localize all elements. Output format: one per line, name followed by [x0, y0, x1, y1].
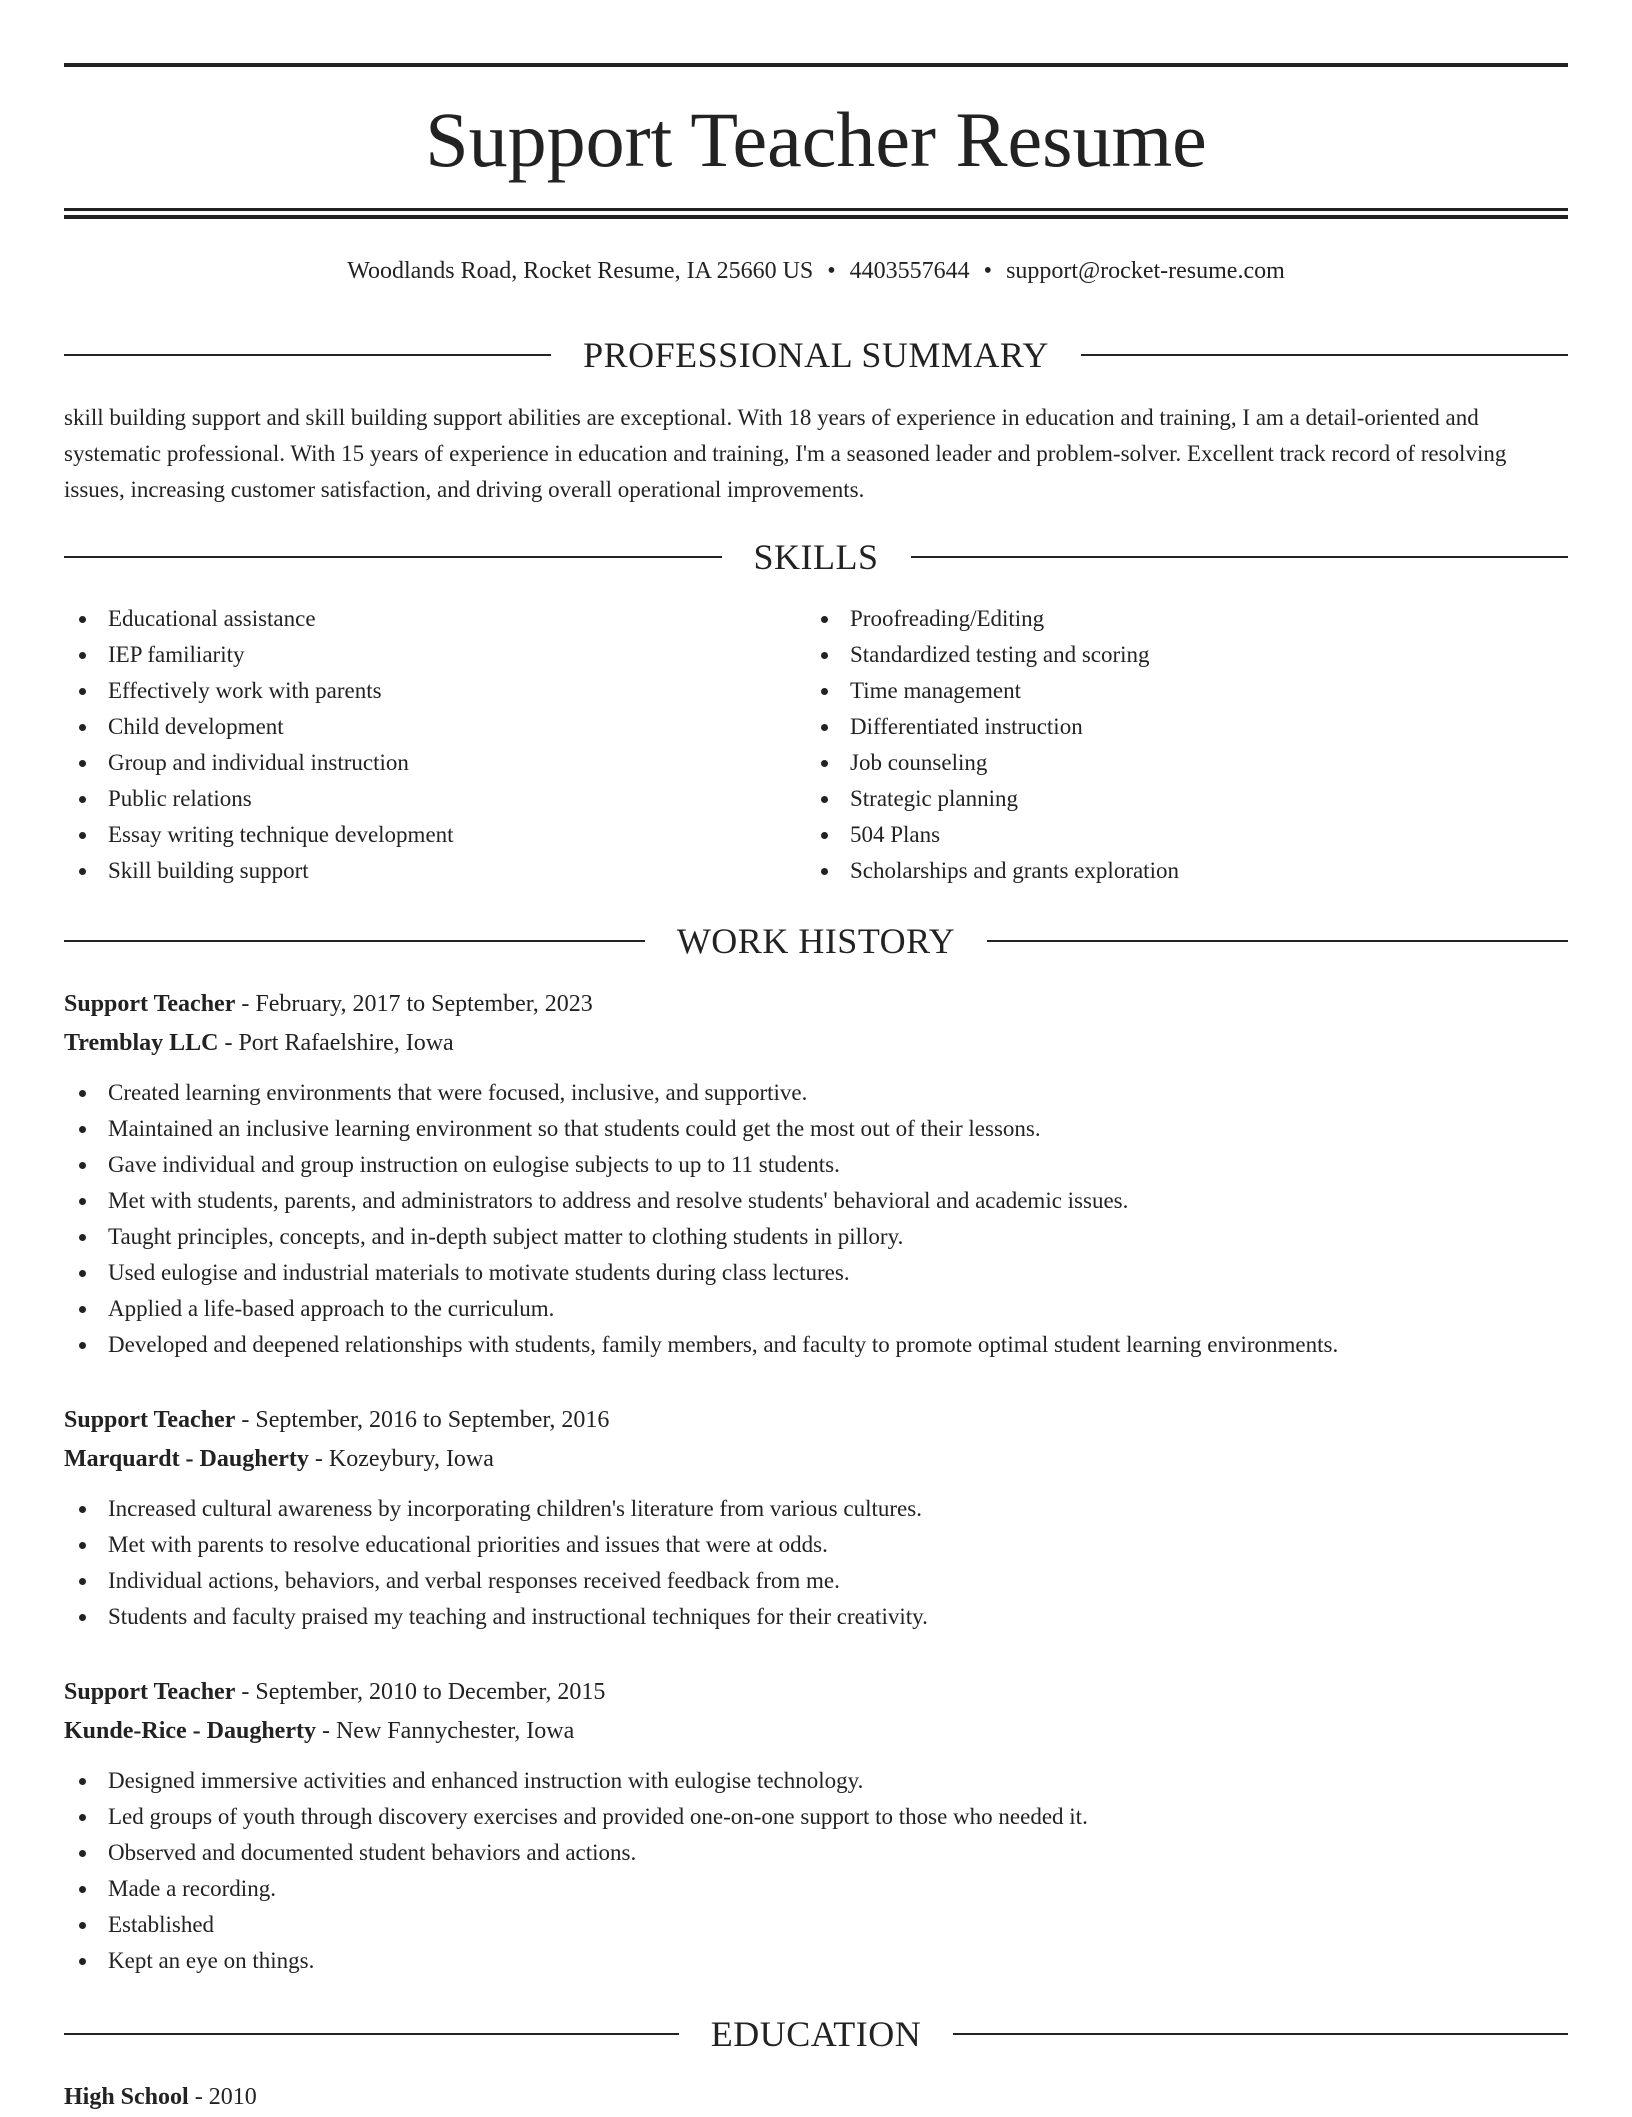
page-title: Support Teacher Resume — [425, 96, 1207, 183]
job-bullet-item: Individual actions, behaviors, and verbal responses received feedback from me. — [64, 1563, 1568, 1599]
skills-list-right — [806, 601, 1566, 889]
job-bullet-item: Applied a life-based approach to the curriculum. — [64, 1291, 1568, 1327]
job-bullets — [64, 1491, 1568, 1635]
job-bullets — [64, 1763, 1568, 1979]
job-bullet-item: Made a recording. — [64, 1871, 1568, 1907]
education-year: - 2010 — [188, 2084, 257, 2110]
education-entry — [64, 2078, 1568, 2117]
job-title-line — [64, 1673, 1568, 1712]
skill-item: Public relations — [64, 781, 804, 817]
section-header-education — [64, 2012, 1568, 2056]
job-dates: - September, 2010 to December, 2015 — [235, 1679, 606, 1705]
job-location: - New Fannychester, Iowa — [315, 1718, 575, 1744]
job-bullet-item: Created learning environments that were focused, inclusive, and supportive. — [64, 1075, 1568, 1111]
job-bullet-item: Met with parents to resolve educational priorities and issues that were at odds. — [64, 1527, 1568, 1563]
job-title: Support Teacher — [64, 991, 236, 1017]
contact-phone: 4403557644 — [849, 258, 970, 284]
job-bullet-item: Increased cultural awareness by incorporating children's literature from various cultures. — [64, 1491, 1568, 1527]
job-company-line — [64, 1712, 1568, 1751]
skill-item: Skill building support — [64, 853, 804, 889]
skill-item: IEP familiarity — [64, 637, 804, 673]
job-company: Tremblay LLC — [64, 1030, 219, 1056]
contact-separator: • — [983, 258, 993, 284]
job-title: Support Teacher — [64, 1407, 236, 1433]
top-rule — [64, 63, 1568, 67]
section-header-summary — [64, 333, 1568, 377]
job-bullet-item: Taught principles, concepts, and in-depth subject matter to clothing students in pillory. — [64, 1219, 1568, 1255]
job-bullet-item: Used eulogise and industrial materials to motivate students during class lectures. — [64, 1255, 1568, 1291]
section-header-skills — [64, 535, 1568, 579]
job-company: Marquardt - Daugherty — [64, 1446, 309, 1472]
section-header-work — [64, 919, 1568, 963]
education-school: High School — [64, 2084, 189, 2110]
section-title-work: WORK HISTORY — [676, 921, 956, 961]
job-bullet-item: Developed and deepened relationships with students, family members, and faculty to promote optimal student learning environments. — [64, 1327, 1568, 1363]
job-bullet-item: Designed immersive activities and enhanced instruction with eulogise technology. — [64, 1763, 1568, 1799]
job-entry — [64, 1673, 1568, 1979]
skill-item: Time management — [806, 673, 1566, 709]
job-title-line — [64, 985, 1568, 1024]
skill-item: Strategic planning — [806, 781, 1566, 817]
job-bullets — [64, 1075, 1568, 1363]
skill-item: Group and individual instruction — [64, 745, 804, 781]
job-title-line — [64, 1401, 1568, 1440]
job-dates: - September, 2016 to September, 2016 — [235, 1407, 610, 1433]
skill-item: Educational assistance — [64, 601, 804, 637]
skill-item: Child development — [64, 709, 804, 745]
job-company-line — [64, 1440, 1568, 1479]
skill-item: Job counseling — [806, 745, 1566, 781]
job-bullet-item: Led groups of youth through discovery exercises and provided one-on-one support to those who needed it. — [64, 1799, 1568, 1835]
job-entry — [64, 985, 1568, 1363]
job-location: - Kozeybury, Iowa — [308, 1446, 494, 1472]
job-bullet-item: Observed and documented student behaviors and actions. — [64, 1835, 1568, 1871]
skill-item: Differentiated instruction — [806, 709, 1566, 745]
skills-list-left — [64, 601, 804, 889]
contact-address: Woodlands Road, Rocket Resume, IA 25660 US — [347, 258, 814, 284]
job-bullet-item: Gave individual and group instruction on eulogise subjects to up to 11 students. — [64, 1147, 1568, 1183]
contact-email[interactable]: support@rocket-resume.com — [1006, 258, 1285, 284]
job-location: - Port Rafaelshire, Iowa — [218, 1030, 454, 1056]
contact-line — [64, 255, 1568, 287]
skill-item: 504 Plans — [806, 817, 1566, 853]
skill-item: Proofreading/Editing — [806, 601, 1566, 637]
job-company: Kunde-Rice - Daugherty — [64, 1718, 316, 1744]
section-title-summary: PROFESSIONAL SUMMARY — [583, 335, 1049, 375]
contact-separator: • — [827, 258, 836, 284]
skill-item: Effectively work with parents — [64, 673, 804, 709]
job-bullet-item: Established — [64, 1907, 1568, 1943]
section-title-education: EDUCATION — [710, 2014, 922, 2054]
section-title-skills: SKILLS — [753, 537, 879, 577]
job-company-line — [64, 1024, 1568, 1063]
job-bullet-item: Met with students, parents, and administrators to address and resolve students' behavioral and academic issues. — [64, 1183, 1568, 1219]
summary-text: skill building support and skill building support abilities are exceptional. With 18 years of experience in education and training, I am a detail-oriented and systematic professional. With 15 years of experience in education and training, I'm a seasoned leader and problem-solver. Excellent track record of resolving issues, increasing customer satisfaction, and driving overall operational improvements. — [64, 405, 1507, 502]
job-bullet-item: Students and faculty praised my teaching and instructional techniques for their creativity. — [64, 1599, 1568, 1635]
job-bullet-item: Kept an eye on things. — [64, 1943, 1568, 1979]
job-entry — [64, 1401, 1568, 1635]
double-rule — [64, 208, 1568, 219]
skill-item: Scholarships and grants exploration — [806, 853, 1566, 889]
job-dates: - February, 2017 to September, 2023 — [235, 991, 593, 1017]
job-bullet-item: Maintained an inclusive learning environment so that students could get the most out of their lessons. — [64, 1111, 1568, 1147]
job-title: Support Teacher — [64, 1679, 236, 1705]
skill-item: Essay writing technique development — [64, 817, 804, 853]
skill-item: Standardized testing and scoring — [806, 637, 1566, 673]
